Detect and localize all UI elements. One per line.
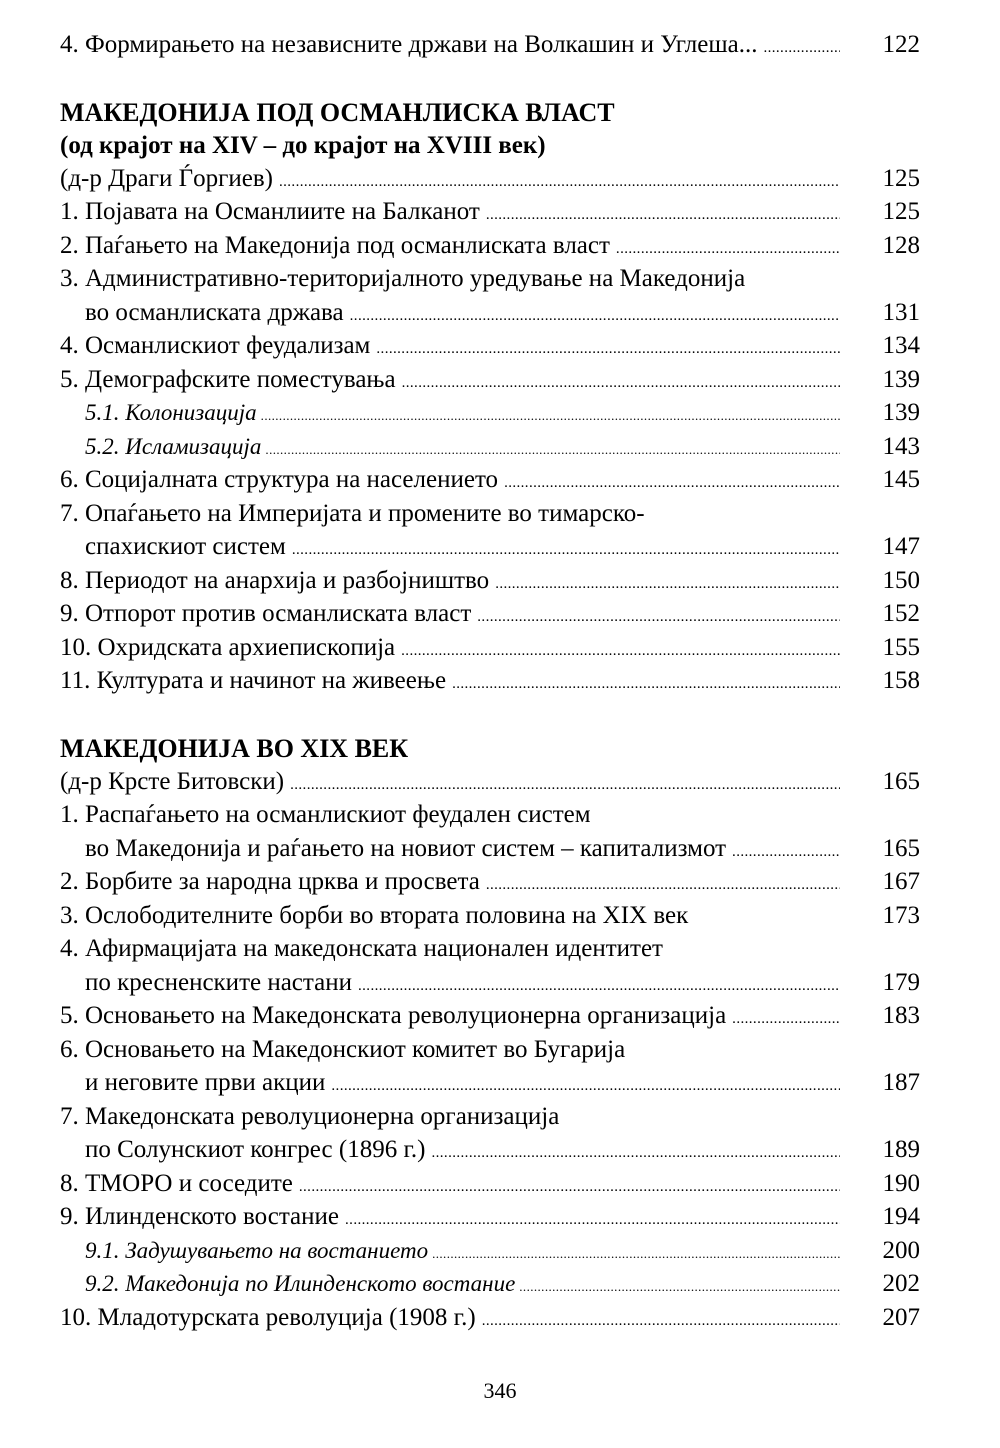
entry-page: 145: [882, 466, 920, 493]
dot-leader: [292, 534, 840, 568]
toc-entry: [60, 497, 920, 531]
entry-title: по Солунскиот конгрес (1896 г.): [85, 1136, 426, 1163]
section-heading: МАКЕДОНИЈА ВО XIX ВЕК: [60, 733, 409, 763]
entry-title: 6. Социјалната структура на населението: [60, 466, 499, 493]
entry-title: 9.1. Задушувањето на востанието: [85, 1237, 429, 1263]
dot-leader: [350, 300, 840, 334]
dot-leader: [482, 1305, 840, 1339]
entry-page: 189: [882, 1136, 920, 1163]
dot-leader: [345, 1204, 840, 1238]
dot-leader: [732, 1003, 840, 1037]
entry-title: 9.2. Македонија по Илинденското востание: [85, 1271, 516, 1296]
entry-title: во Македонија и раѓањето на новиот систем – капитализмот: [85, 834, 727, 862]
toc-subentry: [60, 396, 920, 430]
entry-page: 125: [882, 198, 920, 225]
entry-title: 1. Распаѓањето на османлискиот феудален систем: [60, 801, 591, 828]
toc-entry: [60, 631, 920, 665]
toc-entry: [60, 798, 920, 832]
dot-leader: [401, 635, 840, 669]
entry-title: по кресненските настани: [85, 968, 352, 996]
toc-entry: [60, 363, 920, 397]
entry-title: 6. Основањето на Македонскиот комитет во Бугарија: [60, 1035, 626, 1063]
toc-entry: [60, 664, 920, 698]
dot-leader: [299, 1171, 840, 1205]
toc-entry: [60, 463, 920, 497]
dot-leader: [486, 199, 840, 233]
entry-page: 165: [882, 767, 920, 795]
entry-title: во османлиската држава: [85, 298, 344, 326]
entry-title: 2. Паѓањето на Македонија под османлиската власт: [60, 231, 610, 259]
toc-entry: [60, 28, 920, 62]
toc-entry-continuation: [60, 296, 920, 330]
entry-page: 134: [882, 332, 920, 359]
entry-title: 10. Младотурската револуција (1908 г.): [60, 1303, 476, 1331]
toc-entry: [60, 999, 920, 1033]
entry-page: 194: [882, 1203, 920, 1230]
dot-leader: [265, 433, 840, 467]
entry-title: спахискиот систем: [85, 533, 286, 560]
entry-title: 3. Ослободителните борби во втората половина на XIX век: [60, 901, 689, 929]
entry-title: 9. Илинденското востание: [60, 1203, 340, 1230]
entry-page: 143: [882, 432, 920, 460]
entry-page: 150: [882, 566, 920, 594]
entry-page: 158: [882, 667, 920, 694]
entry-page: 207: [882, 1303, 920, 1331]
entry-title: 10. Охридската архиепископија: [60, 633, 396, 661]
entry-title: 7. Опаѓањето на Империјата и промените во тимарско-: [60, 499, 645, 527]
toc-subentry: [60, 1234, 920, 1268]
dot-leader: [616, 233, 840, 267]
entry-page: 202: [882, 1270, 920, 1297]
entry-page: 139: [882, 399, 920, 426]
entry-page: 183: [882, 1002, 920, 1029]
entry-title: 2. Борбите за народна црква и просвета: [60, 868, 480, 895]
entry-title: 8. Периодот на анархија и разбојништво: [60, 566, 490, 594]
table-of-contents: [60, 28, 920, 1334]
dot-leader: [431, 1137, 840, 1171]
dot-leader: [279, 166, 840, 200]
entry-title: 7. Македонската револуционерна организација: [60, 1102, 560, 1130]
entry-title: 3. Административно-територијалното уредување на Македонија: [60, 265, 746, 292]
toc-subentry: [60, 1267, 920, 1301]
dot-leader: [331, 1070, 840, 1104]
toc-entry: [60, 229, 920, 263]
entry-page: 147: [882, 533, 920, 560]
toc-entry-continuation: [60, 1066, 920, 1100]
entry-page: 179: [882, 968, 920, 996]
entry-page: 122: [882, 31, 920, 58]
entry-page: 167: [882, 868, 920, 895]
toc-entry: [60, 564, 920, 598]
entry-page: 131: [882, 298, 920, 326]
entry-page: 139: [882, 365, 920, 393]
entry-title: 5. Основањето на Македонската револуционерна организација: [60, 1002, 727, 1029]
section-heading: МАКЕДОНИЈА ПОД ОСМАНЛИСКА ВЛАСТ: [60, 97, 615, 127]
toc-entry: [60, 597, 920, 631]
toc-entry: [60, 195, 920, 229]
entry-title: 5.2. Исламизација: [85, 433, 262, 459]
entry-page: 200: [882, 1236, 920, 1264]
toc-entry: [60, 899, 920, 933]
toc-entry: [60, 1167, 920, 1201]
toc-entry-continuation: [60, 966, 920, 1000]
page-number: 346: [483, 1378, 517, 1403]
dot-leader: [519, 1270, 840, 1304]
section-subheading: (од крајот на XIV – до крајот на XVIII век): [60, 131, 546, 159]
entry-page: 187: [882, 1069, 920, 1096]
toc-entry: [60, 262, 920, 296]
toc-entry: [60, 329, 920, 363]
entry-title: 4. Афирмацијата на македонската национален идентитет: [60, 935, 663, 962]
dot-leader: [402, 367, 840, 401]
toc-entry: [60, 1033, 920, 1067]
toc-subentry: [60, 430, 920, 464]
entry-title: 5.1. Колонизација: [85, 400, 257, 425]
toc-entry-continuation: [60, 1133, 920, 1167]
dot-leader: [486, 869, 840, 903]
entry-page: 125: [882, 164, 920, 192]
dot-leader: [376, 333, 840, 367]
entry-page: 165: [882, 834, 920, 862]
entry-title: 4. Формирањето на независните држави на Волкашин и Углеша...: [60, 31, 758, 58]
entry-title: (д-р Драги Ѓоргиев): [60, 164, 273, 192]
dot-leader: [432, 1237, 840, 1271]
toc-author-entry: [60, 765, 920, 799]
dot-leader: [452, 668, 840, 702]
entry-title: 4. Османлискиот феудализам: [60, 332, 371, 359]
entry-page: 152: [882, 600, 920, 627]
entry-page: 190: [882, 1169, 920, 1197]
entry-page: 128: [882, 231, 920, 259]
dot-leader: [290, 769, 840, 803]
toc-entry: [60, 1301, 920, 1335]
dot-leader: [477, 601, 840, 635]
toc-entry: [60, 1100, 920, 1134]
toc-entry-continuation: [60, 530, 920, 564]
entry-title: (д-р Крсте Битовски): [60, 767, 285, 795]
toc-author-entry: [60, 162, 920, 196]
entry-page: 155: [882, 633, 920, 661]
toc-entry: [60, 932, 920, 966]
entry-title: 9. Отпорот против османлиската власт: [60, 600, 472, 627]
dot-leader: [358, 970, 840, 1004]
toc-entry: [60, 1200, 920, 1234]
entry-title: и неговите први акции: [85, 1069, 326, 1096]
entry-title: 5. Демографските поместувања: [60, 365, 396, 393]
dot-leader: [261, 399, 840, 433]
entry-title: 8. ТМОРО и соседите: [60, 1169, 293, 1197]
entry-title: 11. Културата и начинот на живеење: [60, 667, 447, 694]
dot-leader: [732, 836, 840, 870]
toc-entry: [60, 865, 920, 899]
toc-entry-continuation: [60, 832, 920, 866]
dot-leader: [504, 467, 840, 501]
dot-leader: [495, 568, 840, 602]
entry-title: 1. Појавата на Османлиите на Балканот: [60, 198, 480, 225]
entry-page: 173: [882, 901, 920, 929]
